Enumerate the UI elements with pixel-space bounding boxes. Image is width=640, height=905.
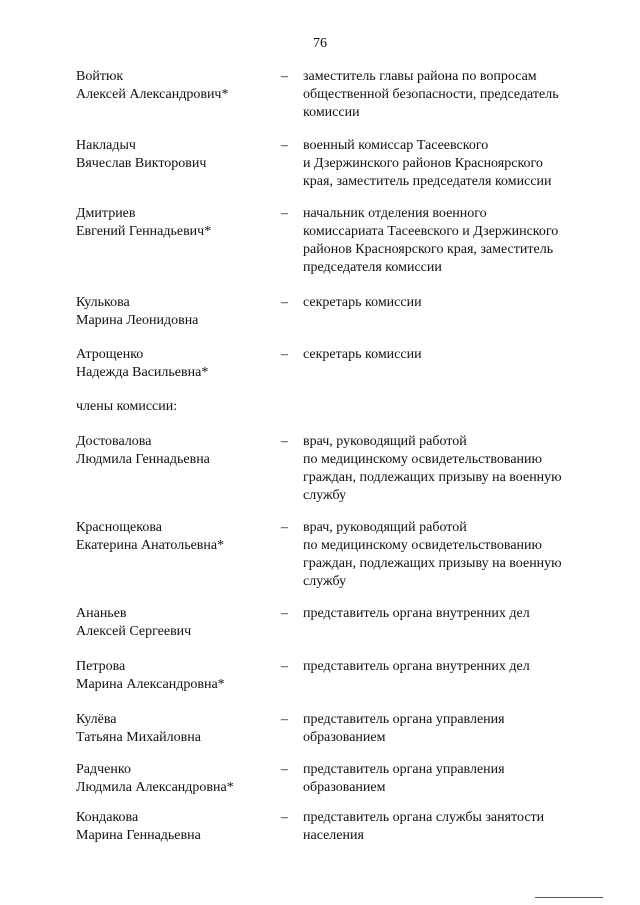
member-name [76,809,276,845]
role-line: председателя комиссии [303,260,442,275]
member-name [76,346,276,382]
dash-separator: – [281,347,288,362]
member-surname: Радченко [76,762,131,777]
role-line: службу [303,574,347,589]
role-line: комиссии [303,105,360,120]
dash-separator: – [281,69,288,84]
member-surname: Петрова [76,659,126,674]
role-line: края, заместитель председателя комиссии [303,174,552,189]
member-given-names: Алексей Александрович* [76,87,229,102]
role-line: по медицинскому освидетельствованию [303,538,543,553]
role-line: граждан, подлежащих призыву на военную [303,470,562,485]
role-line: районов Красноярского края, заместитель [303,242,554,257]
dash-separator: – [281,712,288,727]
role-line: врач, руководящий работой [303,434,467,449]
dash-separator: – [281,206,288,221]
role-line: представитель органа внутренних дел [303,606,530,621]
role-line: представитель органа управления [303,762,505,777]
member-surname: Кулёва [76,712,117,727]
member-surname: Дмитриев [76,206,136,221]
dash-separator: – [281,138,288,153]
member-role [303,137,603,191]
member-role [303,519,603,591]
member-given-names: Вячеслав Викторович [76,156,207,171]
dash-separator: – [281,295,288,310]
member-role [303,761,603,797]
member-given-names: Людмила Александровна* [76,780,234,795]
member-given-names: Надежда Васильевна* [76,365,209,380]
member-given-names: Марина Геннадьевна [76,828,201,843]
member-surname: Накладыч [76,138,136,153]
dash-separator: – [281,520,288,535]
dash-separator: – [281,434,288,449]
member-name [76,68,276,104]
member-role [303,433,603,505]
member-role [303,658,603,676]
member-given-names: Людмила Геннадьевна [76,452,210,467]
member-given-names: Марина Леонидовна [76,313,199,328]
member-role [303,711,603,747]
role-line: секретарь комиссии [303,295,422,310]
member-surname: Достовалова [76,434,152,449]
role-line: службу [303,488,347,503]
dash-separator: – [281,659,288,674]
role-line: образованием [303,780,386,795]
role-line: населения [303,828,364,843]
member-surname: Ананьев [76,606,127,621]
member-name [76,761,276,797]
role-line: начальник отделения военного [303,206,487,221]
role-line: по медицинскому освидетельствованию [303,452,543,467]
member-name [76,205,276,241]
dash-separator: – [281,762,288,777]
dash-separator: – [281,606,288,621]
member-name [76,519,276,555]
role-line: представитель органа управления [303,712,505,727]
member-role [303,205,603,277]
role-line: комиссариата Тасеевского и Дзержинского [303,224,559,239]
member-role [303,294,603,312]
member-name [76,294,276,330]
dash-separator: – [281,810,288,825]
member-name [76,605,276,641]
member-given-names: Евгений Геннадьевич* [76,224,212,239]
member-given-names: Марина Александровна* [76,677,225,692]
member-name [76,658,276,694]
member-given-names: Алексей Сергеевич [76,624,192,639]
role-line: общественной безопасности, председатель [303,87,559,102]
role-line: и Дзержинского районов Красноярского [303,156,543,171]
member-surname: Кондакова [76,810,139,825]
role-line: врач, руководящий работой [303,520,467,535]
member-name [76,711,276,747]
member-surname: Краснощекова [76,520,162,535]
section-label-members: члены комиссии: [76,399,178,414]
member-role [303,605,603,623]
member-role [303,346,603,364]
role-line: представитель органа внутренних дел [303,659,530,674]
role-line: образованием [303,730,386,745]
page-number: 76 [313,36,327,51]
role-line: заместитель главы района по вопросам [303,69,537,84]
role-line: военный комиссар Тасеевского [303,138,489,153]
member-given-names: Екатерина Анатольевна* [76,538,225,553]
member-name [76,137,276,173]
member-surname: Войтюк [76,69,124,84]
role-line: граждан, подлежащих призыву на военную [303,556,562,571]
footer-rule [535,897,603,898]
member-given-names: Татьяна Михайловна [76,730,201,745]
role-line: секретарь комиссии [303,347,422,362]
member-surname: Кулькова [76,295,130,310]
role-line: представитель органа службы занятости [303,810,545,825]
member-name [76,433,276,469]
member-role [303,809,603,845]
member-surname: Атрощенко [76,347,144,362]
member-role [303,68,603,122]
